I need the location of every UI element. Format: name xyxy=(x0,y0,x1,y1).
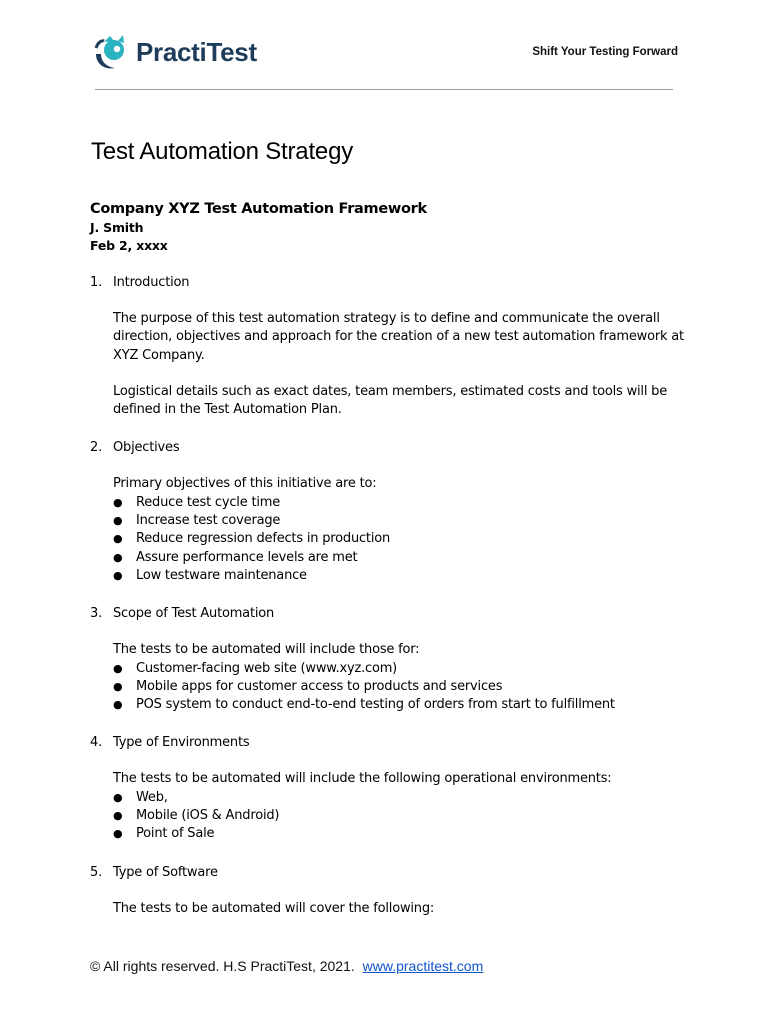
section-introduction xyxy=(90,274,690,419)
bullet-icon: ● xyxy=(113,698,123,712)
bullet-list xyxy=(113,789,690,844)
section-heading: Type of Environments xyxy=(113,735,250,751)
list-item: ● Reduce regression defects in production xyxy=(113,530,690,548)
list-item: ● Web, xyxy=(113,789,690,807)
section-number: 4. xyxy=(90,735,103,751)
list-item: ● Assure performance levels are met xyxy=(113,549,690,567)
section-paragraph: Logistical details such as exact dates, team members, estimated costs and tools will be defined in the Test Automation Plan. xyxy=(113,383,668,418)
list-item: ● Point of Sale xyxy=(113,825,690,843)
list-item: ● Customer-facing web site (www.xyz.com) xyxy=(113,660,690,678)
bullet-icon: ● xyxy=(113,514,123,528)
section-heading: Type of Software xyxy=(113,864,218,880)
section-environments xyxy=(90,734,690,843)
section-paragraph: The purpose of this test automation strategy is to define and communicate the overall direction, objectives and approach for the creation of a new test automation framework at XYZ Company. xyxy=(113,311,684,363)
section-number: 5. xyxy=(90,864,103,880)
section-intro: Primary objectives of this initiative are to: xyxy=(113,476,377,492)
document-subtitle: Company XYZ Test Automation Framework xyxy=(90,201,427,217)
bullet-icon: ● xyxy=(113,661,123,675)
bullet-icon: ● xyxy=(113,809,123,823)
bullet-icon: ● xyxy=(113,532,123,546)
section-intro: The tests to be automated will include those for: xyxy=(113,642,420,658)
section-heading: Objectives xyxy=(113,440,180,456)
section-heading: Scope of Test Automation xyxy=(113,606,275,622)
page-header xyxy=(90,28,680,76)
bullet-icon: ● xyxy=(113,790,123,804)
section-heading: Introduction xyxy=(113,275,190,290)
practitest-logo-icon xyxy=(90,32,134,72)
section-scope xyxy=(90,605,690,714)
document-body xyxy=(90,138,690,918)
document-date: Feb 2, xxxx xyxy=(90,237,168,253)
bullet-icon: ● xyxy=(113,679,123,693)
section-number: 3. xyxy=(90,606,103,622)
section-number: 2. xyxy=(90,440,103,456)
bullet-icon: ● xyxy=(113,550,123,564)
list-item: ● Mobile (iOS & Android) xyxy=(113,807,690,825)
bullet-list xyxy=(113,660,690,715)
section-number: 1. xyxy=(90,275,103,290)
list-item: ● Reduce test cycle time xyxy=(113,494,690,512)
list-item: ● POS system to conduct end-to-end testing of orders from start to fulfillment xyxy=(113,696,690,714)
document-title: Test Automation Strategy xyxy=(91,138,354,165)
section-objectives xyxy=(90,439,690,585)
brand-suffix: Test xyxy=(206,36,257,67)
practitest-logo xyxy=(90,32,257,72)
brand-prefix: Practi xyxy=(136,36,207,67)
footer-website-link[interactable]: www.practitest.com xyxy=(362,958,484,974)
page-footer xyxy=(90,958,483,974)
bullet-icon: ● xyxy=(113,568,123,582)
header-tagline: Shift Your Testing Forward xyxy=(532,46,678,58)
bullet-icon: ● xyxy=(113,495,123,509)
header-divider xyxy=(95,89,673,90)
section-intro: The tests to be automated will cover the following: xyxy=(113,900,435,916)
list-item: ● Low testware maintenance xyxy=(113,567,690,585)
list-item: ● Mobile apps for customer access to products and services xyxy=(113,678,690,696)
section-intro: The tests to be automated will include the following operational environments: xyxy=(113,771,612,787)
bullet-icon: ● xyxy=(113,827,123,841)
footer-copyright: © All rights reserved. H.S PractiTest, 2021. xyxy=(90,958,355,974)
list-item: ● Increase test coverage xyxy=(113,512,690,530)
bullet-list xyxy=(113,494,690,585)
document-author: J. Smith xyxy=(90,220,144,235)
section-software xyxy=(90,864,690,918)
